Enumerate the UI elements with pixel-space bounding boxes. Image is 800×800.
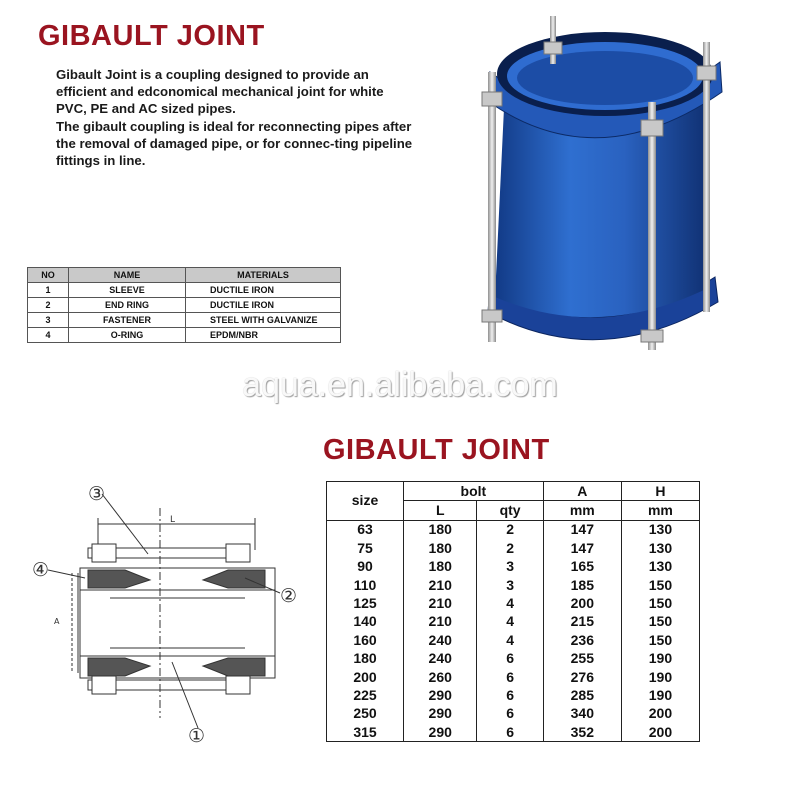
cell-no: 3 [28, 313, 69, 328]
cell-a: 185 [543, 576, 621, 594]
table-row [327, 650, 700, 668]
cell-size: 125 [327, 594, 404, 612]
cell-material: STEEL WITH GALVANIZE [186, 313, 341, 328]
materials-table [27, 267, 341, 343]
cell-a: 236 [543, 631, 621, 649]
table-row [28, 328, 341, 343]
column-header-size: size [327, 482, 404, 521]
cell-bolt-l: 210 [404, 594, 477, 612]
cell-name: FASTENER [69, 313, 186, 328]
cell-size: 160 [327, 631, 404, 649]
cell-a: 165 [543, 558, 621, 576]
table-row [28, 298, 341, 313]
cell-bolt-qty: 2 [477, 520, 543, 539]
cell-h: 200 [621, 705, 699, 723]
cell-size: 75 [327, 539, 404, 557]
column-header-a: A [543, 482, 621, 501]
cell-bolt-qty: 2 [477, 539, 543, 557]
cell-bolt-l: 210 [404, 613, 477, 631]
cell-a: 285 [543, 686, 621, 704]
cell-bolt-qty: 4 [477, 631, 543, 649]
table-row [327, 520, 700, 539]
bolt [648, 102, 656, 350]
table-row [327, 705, 700, 723]
spec-header-row [327, 482, 700, 501]
cell-name: SLEEVE [69, 283, 186, 298]
cell-h: 190 [621, 650, 699, 668]
table-row [327, 631, 700, 649]
cell-bolt-l: 180 [404, 539, 477, 557]
cell-bolt-l: 260 [404, 668, 477, 686]
cell-bolt-l: 290 [404, 705, 477, 723]
cell-a: 215 [543, 613, 621, 631]
table-row [327, 613, 700, 631]
cell-size: 315 [327, 723, 404, 742]
cell-a: 200 [543, 594, 621, 612]
cell-no: 4 [28, 328, 69, 343]
cell-size: 110 [327, 576, 404, 594]
cell-size: 90 [327, 558, 404, 576]
bolt [550, 16, 556, 64]
cell-h: 150 [621, 576, 699, 594]
cell-h: 150 [621, 613, 699, 631]
cell-bolt-l: 290 [404, 723, 477, 742]
dim-l-label: L [170, 515, 176, 525]
technical-drawing [30, 478, 320, 748]
cell-a: 276 [543, 668, 621, 686]
cell-material: EPDM/NBR [186, 328, 341, 343]
cell-h: 190 [621, 686, 699, 704]
table-row [327, 668, 700, 686]
cell-bolt-qty: 4 [477, 594, 543, 612]
cell-bolt-qty: 6 [477, 705, 543, 723]
cell-size: 63 [327, 520, 404, 539]
column-header-a-unit: mm [543, 501, 621, 520]
column-header: NO [28, 268, 69, 283]
table-row [28, 313, 341, 328]
column-header-qty: qty [477, 501, 543, 520]
cell-bolt-l: 180 [404, 558, 477, 576]
bolt [488, 72, 496, 342]
description-paragraph: Gibault Joint is a coupling designed to provide an efficient and edconomical mechanical joint for white PVC, PE and AC sized pipes. [56, 67, 384, 117]
cell-no: 1 [28, 283, 69, 298]
materials-header-row [28, 268, 341, 283]
cell-a: 147 [543, 539, 621, 557]
cell-bolt-qty: 6 [477, 686, 543, 704]
bolt [703, 42, 710, 312]
cell-a: 147 [543, 520, 621, 539]
column-header: MATERIALS [186, 268, 341, 283]
cell-material: DUCTILE IRON [186, 298, 341, 313]
cell-h: 130 [621, 539, 699, 557]
cell-bolt-l: 210 [404, 576, 477, 594]
cell-h: 190 [621, 668, 699, 686]
cell-bolt-qty: 3 [477, 576, 543, 594]
cell-size: 225 [327, 686, 404, 704]
dim-a-label: A [54, 617, 60, 626]
cell-a: 340 [543, 705, 621, 723]
column-header-h-unit: mm [621, 501, 699, 520]
cell-material: DUCTILE IRON [186, 283, 341, 298]
cell-a: 352 [543, 723, 621, 742]
cell-size: 200 [327, 668, 404, 686]
product-description [56, 66, 416, 169]
cell-bolt-qty: 4 [477, 613, 543, 631]
table-row [327, 558, 700, 576]
cell-a: 255 [543, 650, 621, 668]
spec-title: GIBAULT JOINT [323, 434, 550, 466]
cell-bolt-l: 240 [404, 631, 477, 649]
table-row [327, 576, 700, 594]
table-row [28, 283, 341, 298]
cell-h: 130 [621, 558, 699, 576]
table-row [327, 723, 700, 742]
column-header-bolt: bolt [404, 482, 544, 501]
column-header-h: H [621, 482, 699, 501]
cell-bolt-l: 240 [404, 650, 477, 668]
cell-h: 150 [621, 631, 699, 649]
table-row [327, 539, 700, 557]
cell-name: END RING [69, 298, 186, 313]
cell-no: 2 [28, 298, 69, 313]
callout-1: ① [188, 725, 206, 747]
cell-size: 250 [327, 705, 404, 723]
cell-size: 180 [327, 650, 404, 668]
cell-size: 140 [327, 613, 404, 631]
cell-bolt-l: 180 [404, 520, 477, 539]
callout-4: ④ [32, 559, 50, 581]
cell-bolt-qty: 6 [477, 668, 543, 686]
table-row [327, 594, 700, 612]
spec-table-body [327, 520, 700, 742]
cell-bolt-qty: 6 [477, 650, 543, 668]
cell-h: 200 [621, 723, 699, 742]
callout-2: ② [280, 585, 298, 607]
product-photo [470, 12, 730, 364]
watermark: aqua.en.alibaba.com [242, 366, 558, 404]
callout-3: ③ [88, 483, 106, 505]
cell-bolt-l: 290 [404, 686, 477, 704]
table-row [327, 686, 700, 704]
cell-h: 130 [621, 520, 699, 539]
cell-bolt-qty: 6 [477, 723, 543, 742]
cell-h: 150 [621, 594, 699, 612]
cell-name: O-RING [69, 328, 186, 343]
column-header: NAME [69, 268, 186, 283]
page-title: GIBAULT JOINT [38, 20, 265, 52]
description-paragraph: The gibault coupling is ideal for reconnecting pipes after the removal of damaged pipe, or for connec-ting pipeline fittings in line. [56, 118, 413, 169]
cell-bolt-qty: 3 [477, 558, 543, 576]
column-header-l: L [404, 501, 477, 520]
spec-table [326, 481, 700, 742]
